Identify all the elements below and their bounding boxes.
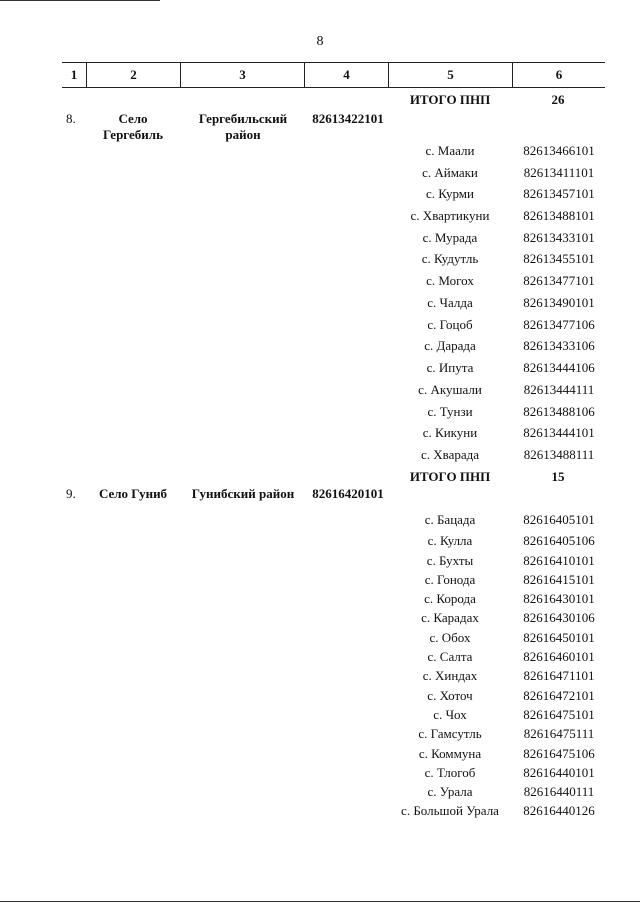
entry-number: 9. — [66, 486, 76, 501]
table-header — [62, 62, 605, 88]
village-name: с. Гонода — [424, 572, 476, 587]
village-code: 82616471101 — [523, 668, 595, 683]
village-name: с. Тунзи — [427, 404, 473, 419]
village-name: с. Бухты — [426, 553, 474, 568]
column-header-1: 1 — [70, 67, 78, 82]
district-line: Гергебильский — [198, 111, 288, 126]
village-code: 82613488111 — [523, 447, 595, 462]
village-code: 82613490101 — [523, 295, 595, 310]
column-header-3: 3 — [180, 63, 304, 87]
village-name: с. Корода — [424, 591, 476, 606]
top-edge-line — [0, 0, 160, 1]
village-code: 82616430101 — [523, 591, 595, 606]
village-name: с. Мурада — [422, 230, 478, 245]
village-name: с. Урала — [427, 784, 473, 799]
village-name: с. Курми — [426, 186, 474, 201]
bottom-edge-line — [0, 901, 640, 902]
district-line: Гунибский район — [191, 486, 295, 501]
village-name: с. Чалда — [427, 295, 473, 310]
total-value: 15 — [551, 469, 565, 484]
village-code: 82613433101 — [523, 230, 595, 245]
village-name: с. Акушали — [418, 382, 482, 397]
village-name: с. Кудутль — [421, 251, 479, 266]
village-name: с. Обох — [429, 630, 471, 645]
village-name: с. Большой Урала — [401, 803, 499, 818]
column-header-6: 6 — [512, 63, 605, 87]
village-name: с. Гоцоб — [427, 317, 473, 332]
village-code: 82613477101 — [523, 273, 595, 288]
oktmo-code: 82616420101 — [312, 486, 384, 501]
village-name: с. Могох — [426, 273, 474, 288]
village-name: с. Коммуна — [418, 746, 482, 761]
village-name: с. Чох — [433, 707, 467, 722]
village-code: 82616440126 — [523, 803, 595, 818]
village-name: с. Аймаки — [422, 165, 478, 180]
village-code: 82613411101 — [523, 165, 595, 180]
village-name: с. Хоточ — [427, 688, 473, 703]
column-header-5: 5 — [388, 63, 512, 87]
page-number: 8 — [316, 34, 324, 49]
village-code: 82613433106 — [523, 338, 595, 353]
village-name: с. Карадах — [421, 610, 479, 625]
entry-number: 8. — [66, 111, 76, 126]
oktmo-code: 82613422101 — [312, 111, 384, 126]
village-name: с. Хиндах — [422, 668, 478, 683]
total-value: 26 — [551, 92, 565, 107]
village-code: 82616405101 — [523, 512, 595, 527]
village-name: с. Кикуни — [422, 425, 478, 440]
settlement-name — [92, 111, 174, 143]
village-code: 82616440101 — [523, 765, 595, 780]
total-label: ИТОГО ПНП — [409, 92, 491, 107]
settlement-line: Гергебиль — [103, 127, 163, 142]
village-name: с. Ипута — [426, 360, 474, 375]
village-code: 82613477106 — [523, 317, 595, 332]
village-name: с. Хвартикуни — [410, 208, 490, 223]
village-name: с. Дарада — [424, 338, 476, 353]
village-name: с. Салта — [427, 649, 473, 664]
village-code: 82616430106 — [523, 610, 595, 625]
village-code: 82613444106 — [523, 360, 595, 375]
settlement-line: Село Гуниб — [98, 486, 168, 501]
village-name: с. Тлогоб — [424, 765, 476, 780]
district-name — [180, 486, 306, 502]
village-code: 82616405106 — [523, 533, 595, 548]
village-code: 82616440111 — [523, 784, 595, 799]
district-line: район — [225, 127, 261, 142]
village-code: 82616415101 — [523, 572, 595, 587]
village-code: 82616460101 — [523, 649, 595, 664]
village-code: 82616475106 — [523, 746, 595, 761]
total-label: ИТОГО ПНП — [409, 469, 491, 484]
village-name: с. Гамсутль — [418, 726, 482, 741]
village-name: с. Маали — [425, 143, 475, 158]
village-code: 82613455101 — [523, 251, 595, 266]
settlement-name — [92, 486, 174, 502]
village-code: 82616472101 — [523, 688, 595, 703]
village-code: 82616475111 — [523, 726, 595, 741]
village-code: 82613488106 — [523, 404, 595, 419]
village-code: 82613466101 — [523, 143, 595, 158]
column-header-4: 4 — [304, 63, 388, 87]
village-code: 82616410101 — [523, 553, 595, 568]
district-name — [180, 111, 306, 143]
village-code: 82613488101 — [523, 208, 595, 223]
village-name: с. Хварада — [420, 447, 480, 462]
village-code: 82613444101 — [523, 425, 595, 440]
village-code: 82616475101 — [523, 707, 595, 722]
village-code: 82613457101 — [523, 186, 595, 201]
village-name: с. Кулла — [427, 533, 473, 548]
village-code: 82616450101 — [523, 630, 595, 645]
village-name: с. Бацада — [424, 512, 476, 527]
settlement-line: Село — [118, 111, 148, 126]
village-code: 82613444111 — [523, 382, 595, 397]
column-header-2: 2 — [86, 63, 180, 87]
